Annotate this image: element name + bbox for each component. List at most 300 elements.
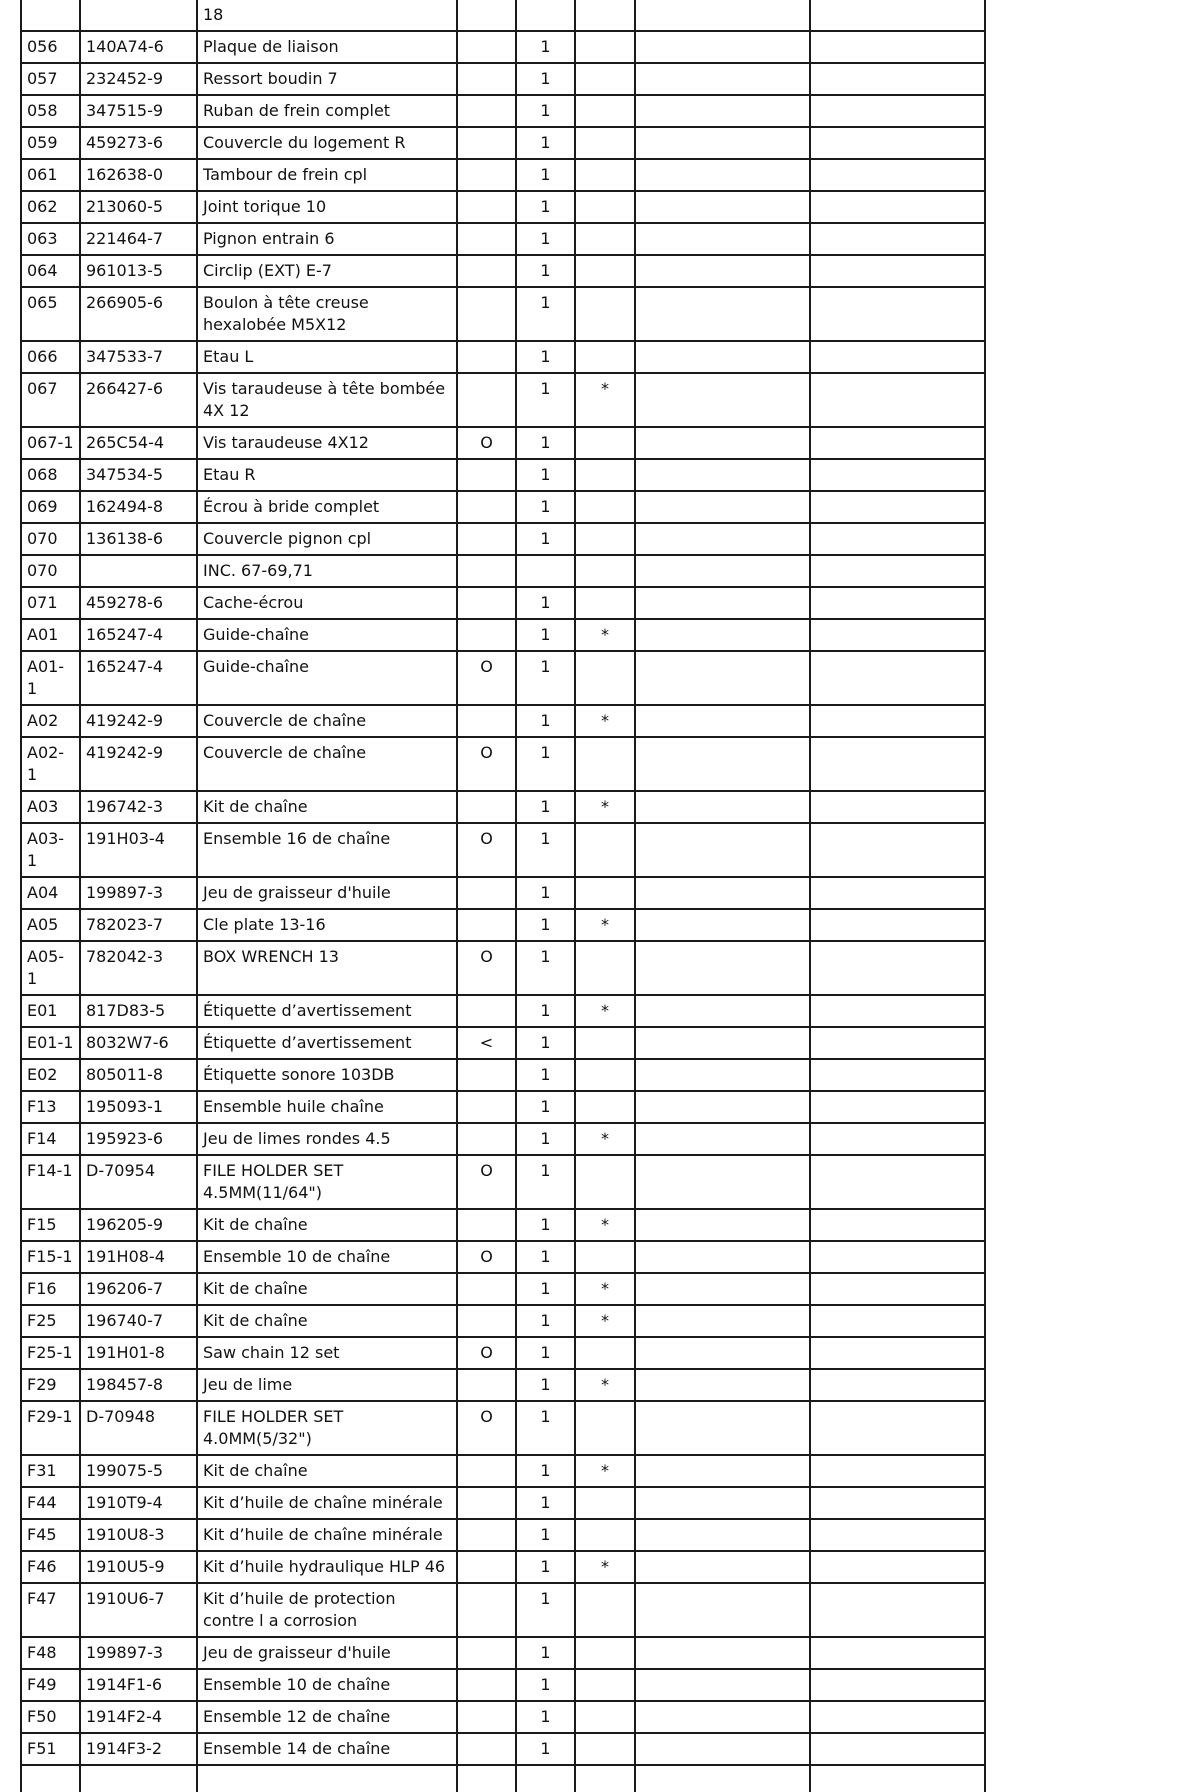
ref-cell: F25 <box>21 1305 80 1337</box>
marker-cell <box>575 0 635 31</box>
parts-table <box>20 0 986 1792</box>
ref-cell: A04 <box>21 877 80 909</box>
empty-cell <box>635 1455 810 1487</box>
empty-cell <box>635 1669 810 1701</box>
ref-cell: 066 <box>21 341 80 373</box>
ref-cell: A02-1 <box>21 737 80 791</box>
description-cell: Kit d’huile hydraulique HLP 46 <box>197 1551 457 1583</box>
marker-cell: * <box>575 1209 635 1241</box>
quantity-cell: 1 <box>516 191 575 223</box>
description-cell: Étiquette d’avertissement <box>197 995 457 1027</box>
empty-cell <box>635 1765 810 1792</box>
option-flag-cell <box>457 491 516 523</box>
marker-cell <box>575 191 635 223</box>
empty-cell <box>635 555 810 587</box>
ref-cell: F25-1 <box>21 1337 80 1369</box>
table-row <box>21 1669 985 1701</box>
option-flag-cell <box>457 373 516 427</box>
option-flag-cell <box>457 1637 516 1669</box>
quantity-cell: 1 <box>516 523 575 555</box>
part-number-cell: 196740-7 <box>80 1305 197 1337</box>
empty-cell <box>635 159 810 191</box>
part-number-cell: 1910U8-3 <box>80 1519 197 1551</box>
quantity-cell: 1 <box>516 1209 575 1241</box>
description-cell: Étiquette sonore 103DB <box>197 1059 457 1091</box>
option-flag-cell: O <box>457 941 516 995</box>
option-flag-cell <box>457 459 516 491</box>
quantity-cell: 1 <box>516 1701 575 1733</box>
description-cell: Vis taraudeuse 4X12 <box>197 427 457 459</box>
empty-cell <box>810 31 985 63</box>
option-flag-cell <box>457 223 516 255</box>
empty-cell <box>635 459 810 491</box>
option-flag-cell <box>457 1305 516 1337</box>
quantity-cell: 1 <box>516 491 575 523</box>
ref-cell: F50 <box>21 1701 80 1733</box>
empty-cell <box>635 1337 810 1369</box>
empty-cell <box>635 191 810 223</box>
ref-cell: 063 <box>21 223 80 255</box>
ref-cell: F15 <box>21 1209 80 1241</box>
empty-cell <box>810 823 985 877</box>
quantity-cell: 1 <box>516 1669 575 1701</box>
quantity-cell: 1 <box>516 823 575 877</box>
option-flag-cell: O <box>457 1337 516 1369</box>
empty-cell <box>810 1401 985 1455</box>
part-number-cell: 213060-5 <box>80 191 197 223</box>
empty-cell <box>635 1059 810 1091</box>
table-row <box>21 31 985 63</box>
table-row <box>21 191 985 223</box>
ref-cell: E02 <box>21 1059 80 1091</box>
marker-cell <box>575 341 635 373</box>
table-row <box>21 1765 985 1792</box>
ref-cell: F16 <box>21 1273 80 1305</box>
marker-cell <box>575 587 635 619</box>
ref-cell: F13 <box>21 1091 80 1123</box>
option-flag-cell <box>457 1455 516 1487</box>
marker-cell <box>575 1637 635 1669</box>
description-cell: Circlip (EXT) E-7 <box>197 255 457 287</box>
empty-cell <box>810 1337 985 1369</box>
empty-cell <box>635 791 810 823</box>
empty-cell <box>635 619 810 651</box>
part-number-cell: 136138-6 <box>80 523 197 555</box>
description-cell: Cle plate 13-16 <box>197 909 457 941</box>
part-number-cell: 196206-7 <box>80 1273 197 1305</box>
quantity-cell <box>516 0 575 31</box>
table-row <box>21 0 985 31</box>
empty-cell <box>810 909 985 941</box>
marker-cell <box>575 1401 635 1455</box>
description-cell: Jeu de limes rondes 4.5 <box>197 1123 457 1155</box>
option-flag-cell <box>457 1583 516 1637</box>
part-number-cell: D-70948 <box>80 1401 197 1455</box>
quantity-cell: 1 <box>516 1455 575 1487</box>
table-row <box>21 705 985 737</box>
description-cell: Couvercle du logement R <box>197 127 457 159</box>
empty-cell <box>810 341 985 373</box>
empty-cell <box>635 1637 810 1669</box>
table-row <box>21 95 985 127</box>
table-row <box>21 1337 985 1369</box>
part-number-cell: 419242-9 <box>80 705 197 737</box>
quantity-cell: 1 <box>516 737 575 791</box>
option-flag-cell <box>457 909 516 941</box>
table-row <box>21 1273 985 1305</box>
ref-cell: F49 <box>21 1669 80 1701</box>
table-row <box>21 1701 985 1733</box>
empty-cell <box>635 995 810 1027</box>
empty-cell <box>635 1701 810 1733</box>
part-number-cell: 199897-3 <box>80 877 197 909</box>
empty-cell <box>635 1209 810 1241</box>
table-row <box>21 737 985 791</box>
part-number-cell <box>80 1765 197 1792</box>
description-cell: Ensemble 16 de chaîne <box>197 823 457 877</box>
empty-cell <box>810 1551 985 1583</box>
ref-cell: A02 <box>21 705 80 737</box>
empty-cell <box>810 523 985 555</box>
empty-cell <box>810 223 985 255</box>
empty-cell <box>635 1583 810 1637</box>
option-flag-cell <box>457 31 516 63</box>
empty-cell <box>635 941 810 995</box>
empty-cell <box>635 1733 810 1765</box>
part-number-cell: 1910U5-9 <box>80 1551 197 1583</box>
description-cell: Ensemble 12 de chaîne <box>197 1701 457 1733</box>
quantity-cell: 1 <box>516 619 575 651</box>
quantity-cell: 1 <box>516 459 575 491</box>
table-row <box>21 255 985 287</box>
ref-cell: 062 <box>21 191 80 223</box>
empty-cell <box>635 223 810 255</box>
empty-cell <box>635 587 810 619</box>
empty-cell <box>810 587 985 619</box>
part-number-cell: 199897-3 <box>80 1637 197 1669</box>
table-row <box>21 427 985 459</box>
description-cell: Kit d’huile de chaîne minérale <box>197 1519 457 1551</box>
part-number-cell: 162494-8 <box>80 491 197 523</box>
ref-cell: 068 <box>21 459 80 491</box>
marker-cell <box>575 127 635 159</box>
table-row <box>21 1369 985 1401</box>
description-cell: Ruban de frein complet <box>197 95 457 127</box>
description-cell: Pignon entrain 6 <box>197 223 457 255</box>
marker-cell <box>575 1091 635 1123</box>
marker-cell: * <box>575 1455 635 1487</box>
empty-cell <box>810 705 985 737</box>
option-flag-cell <box>457 791 516 823</box>
description-cell: Jeu de lime <box>197 1369 457 1401</box>
marker-cell: * <box>575 909 635 941</box>
part-number-cell: 195923-6 <box>80 1123 197 1155</box>
part-number-cell: 1910T9-4 <box>80 1487 197 1519</box>
quantity-cell: 1 <box>516 1027 575 1059</box>
option-flag-cell <box>457 587 516 619</box>
empty-cell <box>810 1123 985 1155</box>
option-flag-cell: O <box>457 1241 516 1273</box>
empty-cell <box>635 1487 810 1519</box>
part-number-cell: 198457-8 <box>80 1369 197 1401</box>
description-cell: Saw chain 12 set <box>197 1337 457 1369</box>
quantity-cell: 1 <box>516 95 575 127</box>
table-row <box>21 823 985 877</box>
quantity-cell: 1 <box>516 1487 575 1519</box>
empty-cell <box>810 127 985 159</box>
table-row <box>21 651 985 705</box>
description-cell: Ensemble 10 de chaîne <box>197 1669 457 1701</box>
quantity-cell: 1 <box>516 1337 575 1369</box>
marker-cell <box>575 1765 635 1792</box>
quantity-cell: 1 <box>516 223 575 255</box>
marker-cell <box>575 1519 635 1551</box>
part-number-cell: 459273-6 <box>80 127 197 159</box>
ref-cell: F51 <box>21 1733 80 1765</box>
description-cell: Cache-écrou <box>197 587 457 619</box>
quantity-cell: 1 <box>516 255 575 287</box>
description-cell: Etau R <box>197 459 457 491</box>
quantity-cell: 1 <box>516 1583 575 1637</box>
quantity-cell: 1 <box>516 651 575 705</box>
part-number-cell: 266427-6 <box>80 373 197 427</box>
part-number-cell: 165247-4 <box>80 619 197 651</box>
description-cell: FILE HOLDER SET 4.5MM(11/64") <box>197 1155 457 1209</box>
marker-cell: * <box>575 1551 635 1583</box>
quantity-cell: 1 <box>516 1091 575 1123</box>
part-number-cell: 140A74-6 <box>80 31 197 63</box>
empty-cell <box>810 791 985 823</box>
empty-cell <box>810 287 985 341</box>
option-flag-cell: < <box>457 1027 516 1059</box>
part-number-cell: 199075-5 <box>80 1455 197 1487</box>
option-flag-cell <box>457 287 516 341</box>
description-cell: FILE HOLDER SET 4.0MM(5/32") <box>197 1401 457 1455</box>
option-flag-cell <box>457 995 516 1027</box>
table-row <box>21 523 985 555</box>
part-number-cell: 195093-1 <box>80 1091 197 1123</box>
option-flag-cell <box>457 619 516 651</box>
empty-cell <box>810 1765 985 1792</box>
empty-cell <box>635 1551 810 1583</box>
ref-cell: F44 <box>21 1487 80 1519</box>
option-flag-cell <box>457 1059 516 1091</box>
option-flag-cell <box>457 1551 516 1583</box>
ref-cell: F14 <box>21 1123 80 1155</box>
empty-cell <box>635 1305 810 1337</box>
part-number-cell: 347534-5 <box>80 459 197 491</box>
table-row <box>21 159 985 191</box>
empty-cell <box>810 941 985 995</box>
empty-cell <box>810 1155 985 1209</box>
empty-cell <box>810 95 985 127</box>
table-row <box>21 341 985 373</box>
marker-cell: * <box>575 1123 635 1155</box>
description-cell: Ensemble 10 de chaîne <box>197 1241 457 1273</box>
table-row <box>21 1027 985 1059</box>
part-number-cell: 805011-8 <box>80 1059 197 1091</box>
marker-cell <box>575 31 635 63</box>
part-number-cell: 347533-7 <box>80 341 197 373</box>
description-cell: Ensemble huile chaîne <box>197 1091 457 1123</box>
ref-cell: A03 <box>21 791 80 823</box>
empty-cell <box>635 523 810 555</box>
quantity-cell: 1 <box>516 427 575 459</box>
empty-cell <box>810 1027 985 1059</box>
empty-cell <box>810 651 985 705</box>
empty-cell <box>810 1733 985 1765</box>
quantity-cell: 1 <box>516 941 575 995</box>
option-flag-cell: O <box>457 427 516 459</box>
description-cell: Couvercle pignon cpl <box>197 523 457 555</box>
marker-cell <box>575 555 635 587</box>
quantity-cell: 1 <box>516 373 575 427</box>
ref-cell: 056 <box>21 31 80 63</box>
marker-cell: * <box>575 705 635 737</box>
part-number-cell: 1914F3-2 <box>80 1733 197 1765</box>
option-flag-cell <box>457 523 516 555</box>
quantity-cell: 1 <box>516 1155 575 1209</box>
empty-cell <box>810 737 985 791</box>
empty-cell <box>635 1027 810 1059</box>
empty-cell <box>635 1369 810 1401</box>
part-number-cell: 1910U6-7 <box>80 1583 197 1637</box>
empty-cell <box>635 823 810 877</box>
empty-cell <box>810 619 985 651</box>
option-flag-cell <box>457 1669 516 1701</box>
table-row <box>21 909 985 941</box>
ref-cell: 067-1 <box>21 427 80 459</box>
table-row <box>21 63 985 95</box>
ref-cell: 067 <box>21 373 80 427</box>
empty-cell <box>635 909 810 941</box>
description-cell: Guide-chaîne <box>197 619 457 651</box>
empty-cell <box>810 1487 985 1519</box>
option-flag-cell <box>457 1487 516 1519</box>
empty-cell <box>810 491 985 523</box>
option-flag-cell <box>457 255 516 287</box>
quantity-cell: 1 <box>516 1123 575 1155</box>
part-number-cell: D-70954 <box>80 1155 197 1209</box>
option-flag-cell <box>457 1123 516 1155</box>
ref-cell: A05 <box>21 909 80 941</box>
ref-cell: 058 <box>21 95 80 127</box>
option-flag-cell <box>457 1519 516 1551</box>
quantity-cell <box>516 1765 575 1792</box>
description-cell: Tambour de frein cpl <box>197 159 457 191</box>
option-flag-cell: O <box>457 823 516 877</box>
description-cell: Ensemble 14 de chaîne <box>197 1733 457 1765</box>
empty-cell <box>635 705 810 737</box>
empty-cell <box>810 63 985 95</box>
ref-cell: 057 <box>21 63 80 95</box>
empty-cell <box>635 877 810 909</box>
part-number-cell: 191H01-8 <box>80 1337 197 1369</box>
description-cell: Guide-chaîne <box>197 651 457 705</box>
marker-cell <box>575 287 635 341</box>
ref-cell <box>21 1765 80 1792</box>
description-cell: Plaque de liaison <box>197 31 457 63</box>
ref-cell: F45 <box>21 1519 80 1551</box>
marker-cell <box>575 1337 635 1369</box>
empty-cell <box>810 1583 985 1637</box>
quantity-cell: 1 <box>516 1551 575 1583</box>
marker-cell <box>575 255 635 287</box>
part-number-cell: 191H03-4 <box>80 823 197 877</box>
option-flag-cell <box>457 555 516 587</box>
part-number-cell <box>80 555 197 587</box>
marker-cell: * <box>575 791 635 823</box>
quantity-cell: 1 <box>516 1059 575 1091</box>
empty-cell <box>810 255 985 287</box>
marker-cell <box>575 941 635 995</box>
empty-cell <box>810 1369 985 1401</box>
description-cell: Écrou à bride complet <box>197 491 457 523</box>
table-row <box>21 223 985 255</box>
description-cell: Étiquette d’avertissement <box>197 1027 457 1059</box>
empty-cell <box>810 1701 985 1733</box>
option-flag-cell <box>457 159 516 191</box>
ref-cell: F47 <box>21 1583 80 1637</box>
table-row <box>21 555 985 587</box>
description-cell: Kit de chaîne <box>197 791 457 823</box>
marker-cell: * <box>575 373 635 427</box>
table-row <box>21 877 985 909</box>
quantity-cell: 1 <box>516 341 575 373</box>
description-cell: Kit de chaîne <box>197 1209 457 1241</box>
table-row <box>21 459 985 491</box>
quantity-cell: 1 <box>516 287 575 341</box>
empty-cell <box>635 1519 810 1551</box>
option-flag-cell <box>457 1701 516 1733</box>
quantity-cell: 1 <box>516 1733 575 1765</box>
empty-cell <box>810 1669 985 1701</box>
ref-cell: F46 <box>21 1551 80 1583</box>
table-row <box>21 287 985 341</box>
marker-cell <box>575 1583 635 1637</box>
ref-cell: F14-1 <box>21 1155 80 1209</box>
marker-cell <box>575 223 635 255</box>
empty-cell <box>810 1241 985 1273</box>
part-number-cell: 191H08-4 <box>80 1241 197 1273</box>
option-flag-cell <box>457 1369 516 1401</box>
empty-cell <box>810 877 985 909</box>
table-row <box>21 587 985 619</box>
description-cell: Etau L <box>197 341 457 373</box>
part-number-cell: 196742-3 <box>80 791 197 823</box>
marker-cell <box>575 1027 635 1059</box>
part-number-cell: 232452-9 <box>80 63 197 95</box>
table-row <box>21 1091 985 1123</box>
empty-cell <box>810 995 985 1027</box>
option-flag-cell <box>457 1273 516 1305</box>
description-cell: Kit de chaîne <box>197 1305 457 1337</box>
empty-cell <box>635 1123 810 1155</box>
table-row <box>21 1733 985 1765</box>
empty-cell <box>810 1305 985 1337</box>
ref-cell: F31 <box>21 1455 80 1487</box>
quantity-cell: 1 <box>516 63 575 95</box>
option-flag-cell <box>457 705 516 737</box>
table-row <box>21 941 985 995</box>
option-flag-cell <box>457 1209 516 1241</box>
quantity-cell: 1 <box>516 791 575 823</box>
ref-cell: A01 <box>21 619 80 651</box>
table-row <box>21 1583 985 1637</box>
part-number-cell: 1914F2-4 <box>80 1701 197 1733</box>
ref-cell: 069 <box>21 491 80 523</box>
table-row <box>21 491 985 523</box>
